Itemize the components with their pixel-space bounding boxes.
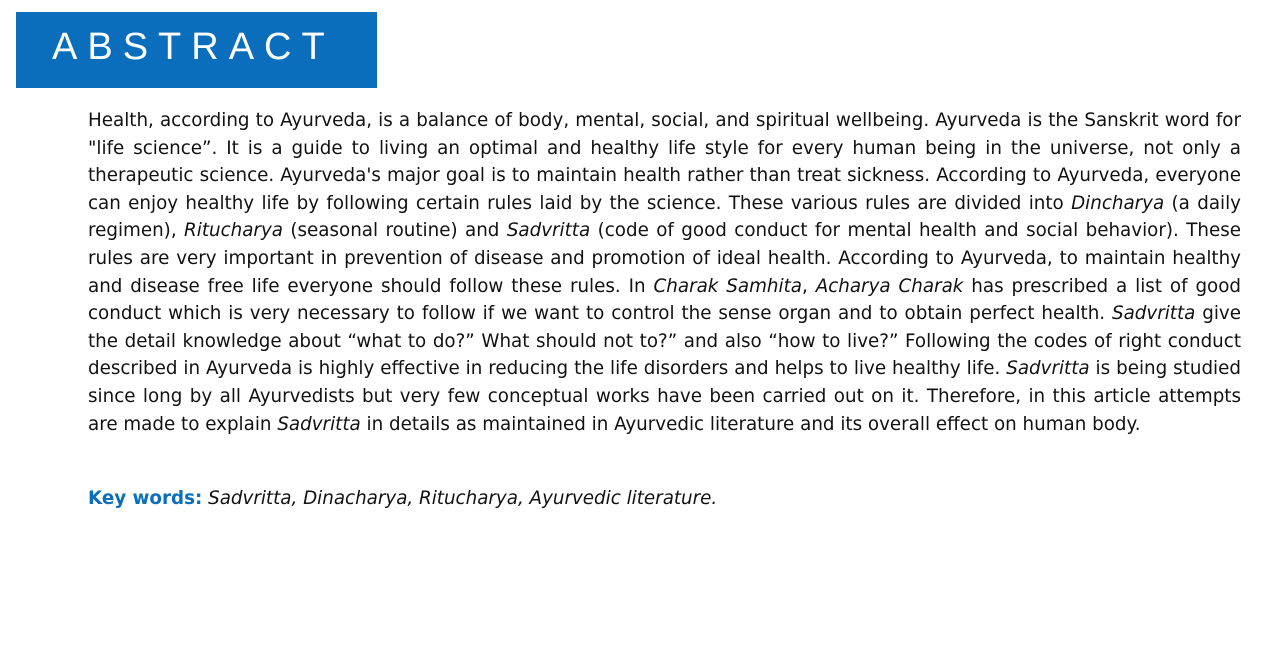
- term-acharya-charak: Acharya Charak: [815, 275, 964, 297]
- abstract-body: [88, 107, 1241, 438]
- keywords-text: Sadvritta, Dinacharya, Ritucharya, Ayurvedic literature.: [208, 488, 718, 509]
- term-sadvritta: Sadvritta: [1111, 303, 1196, 325]
- term-sadvritta: Sadvritta: [506, 220, 591, 242]
- abstract-text: give the detail knowledge about “what to do?” What should not to?” and also “how to live?” Following the codes of right conduct described in Ayurveda is highly effective in reducing the life disorders and helps to live healthy life.: [88, 303, 1241, 380]
- abstract-text: is being studied since long by all Ayurvedists but very few conceptual works have been carried out on it. Therefore, in this article attempts are made to explain: [88, 358, 1241, 435]
- abstract-text: ,: [801, 275, 816, 297]
- abstract-text: Health, according to Ayurveda, is a balance of body, mental, social, and spiritual wellbeing. Ayurveda is the Sanskrit word for "life science”. It is a guide to living an optimal and healthy life style for every human being in the universe, not only a therapeutic science. Ayurveda's major goal is to maintain health rather than treat sickness. According to Ayurveda, everyone can enjoy healthy life by following certain rules laid by the science. These various rules are divided into: [88, 110, 1241, 214]
- term-ritucharya: Ritucharya: [184, 220, 283, 242]
- abstract-title: ABSTRACT: [52, 26, 335, 68]
- abstract-text: has prescribed a list of good conduct which is very necessary to follow if we want to control the sense organ and to obtain perfect health.: [88, 275, 1242, 325]
- term-charak-samhita: Charak Samhita: [653, 275, 802, 297]
- abstract-banner: [16, 12, 377, 88]
- abstract-text: (code of good conduct for mental health and social behavior). These rules are very important in prevention of disease and promotion of ideal health. According to Ayurveda, to maintain healthy and disease free life everyone should follow these rules. In: [88, 220, 1241, 297]
- abstract-text: in details as maintained in Ayurvedic literature and its overall effect on human body.: [360, 413, 1141, 435]
- term-dincharya: Dincharya: [1071, 192, 1165, 214]
- term-sadvritta: Sadvritta: [277, 413, 361, 435]
- term-sadvritta: Sadvritta: [1006, 358, 1090, 380]
- keywords: [88, 485, 717, 513]
- abstract-text: (seasonal routine) and: [282, 220, 507, 242]
- abstract-text: (a daily regimen),: [88, 192, 1242, 242]
- keywords-label: Key words:: [88, 488, 203, 509]
